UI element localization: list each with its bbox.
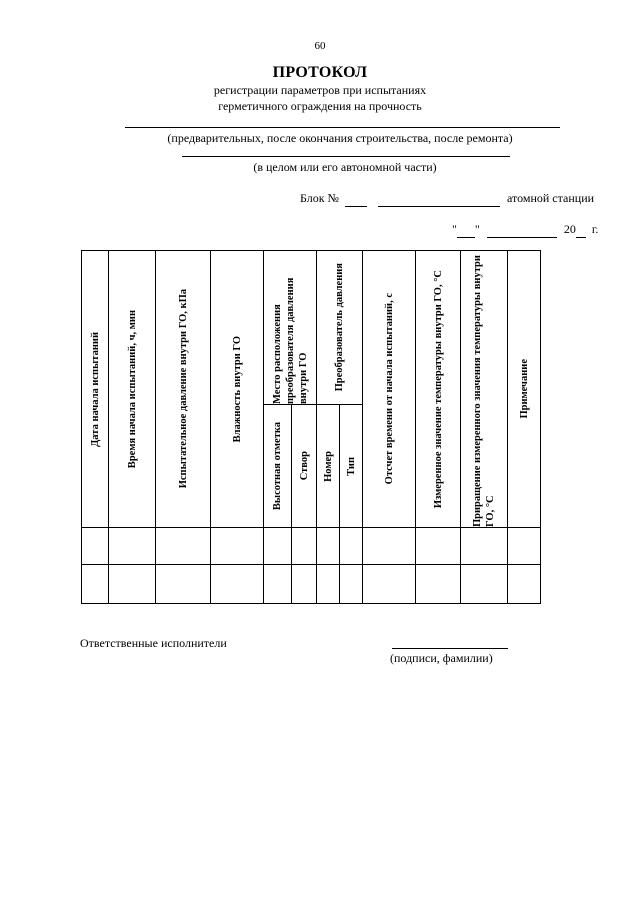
header-height-mark: Высотная отметка xyxy=(272,421,283,511)
header-pressure-transducer-group: Преобразователь давления xyxy=(334,263,345,392)
year-suffix: г. xyxy=(591,222,599,236)
header-number: Номер xyxy=(322,450,334,482)
header-test-start-time: Время начала испытаний, ч, мин xyxy=(126,309,138,469)
date-close-quote: " xyxy=(474,222,480,236)
test-type-hint: (предварительных, после окончания строительства, после ремонта) xyxy=(167,131,513,145)
header-test-pressure: Испытательное давление внутри ГО, кПа xyxy=(177,289,189,489)
signature-fill-line xyxy=(392,648,508,649)
header-note: Примечание xyxy=(518,359,530,419)
page-number: 60 xyxy=(314,40,326,52)
header-temperature-increment: Приращение измеренного значения температуры внутри ГО, °С xyxy=(472,255,496,527)
table-row xyxy=(82,528,540,564)
block-label: Блок № xyxy=(300,191,339,205)
year-prefix: 20 xyxy=(563,222,576,236)
signature-hint: (подписи, фамилии) xyxy=(390,651,493,665)
table-row xyxy=(82,565,540,603)
header-test-date: Дата начала испытаний xyxy=(89,331,101,447)
responsible-label: Ответственные исполнители xyxy=(80,636,227,650)
header-humidity: Влажность внутри ГО xyxy=(231,335,243,443)
subtitle-line-2: герметичного ограждения на прочность xyxy=(218,99,422,113)
header-time-offset: Отсчет времени от начала испытаний, с xyxy=(383,293,395,485)
document-title: ПРОТОКОЛ xyxy=(272,64,368,81)
station-label: атомной станции xyxy=(507,191,595,205)
header-alignment: Створ xyxy=(298,451,310,481)
scope-hint: (в целом или его автономной части) xyxy=(253,160,437,174)
date-open-quote: " xyxy=(452,222,457,236)
header-measured-temperature: Измеренное значение температуры внутри ГО, °С xyxy=(432,269,444,509)
subtitle-line-1: регистрации параметров при испытаниях xyxy=(213,83,427,97)
header-sensor-location-group: Место расположения преобразователя давления внутри ГО xyxy=(271,277,309,404)
header-type: Тип xyxy=(345,456,357,476)
